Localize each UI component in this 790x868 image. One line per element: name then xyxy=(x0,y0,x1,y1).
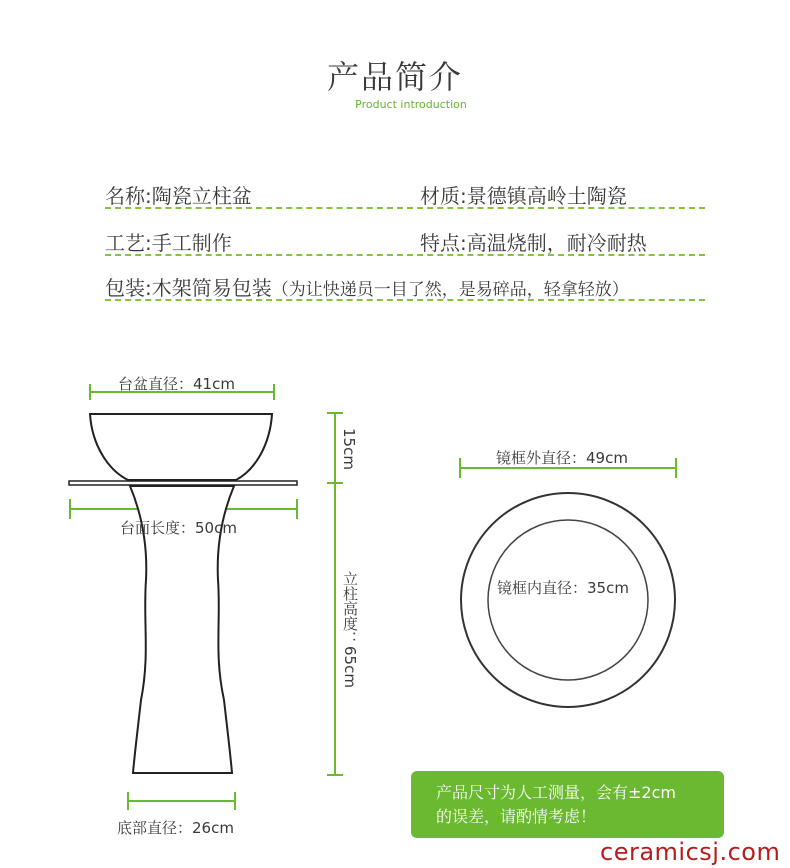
page-subtitle: Product introduction xyxy=(355,98,467,111)
basin-height-label: 15cm xyxy=(340,428,358,470)
basin-diameter-label: 台盆直径：41cm xyxy=(118,375,235,393)
spec-craft: 工艺:手工制作 xyxy=(105,231,232,255)
frame-inner-label: 镜框内直径：35cm xyxy=(497,579,629,597)
column-height-label: 立柱高度：65cm xyxy=(341,571,359,688)
frame-outer-label: 镜框外直径：49cm xyxy=(496,449,628,467)
base-diameter-label: 底部直径：26cm xyxy=(117,819,234,837)
spec-material: 材质:景德镇高岭土陶瓷 xyxy=(420,184,627,208)
spec-packaging-note: （为让快递员一目了然，是易碎品，轻拿轻放） xyxy=(271,280,629,300)
spec-features: 特点:高温烧制，耐冷耐热 xyxy=(420,231,647,255)
counter-top xyxy=(69,481,297,485)
top-length-label: 台面长度：50cm xyxy=(120,519,237,537)
measurement-note xyxy=(411,771,724,838)
note-line-1: 产品尺寸为人工测量，会有±2cm xyxy=(436,783,676,802)
frame-inner-circle xyxy=(488,520,648,680)
watermark: ceramicsj.com xyxy=(600,838,781,866)
spec-packaging-main: 包装:木架简易包装 xyxy=(105,276,272,300)
spec-name: 名称:陶瓷立柱盆 xyxy=(105,184,252,208)
page-title: 产品简介 xyxy=(326,58,463,96)
basin-bowl xyxy=(90,414,272,480)
note-line-2: 的误差，请酌情考虑！ xyxy=(436,807,597,826)
